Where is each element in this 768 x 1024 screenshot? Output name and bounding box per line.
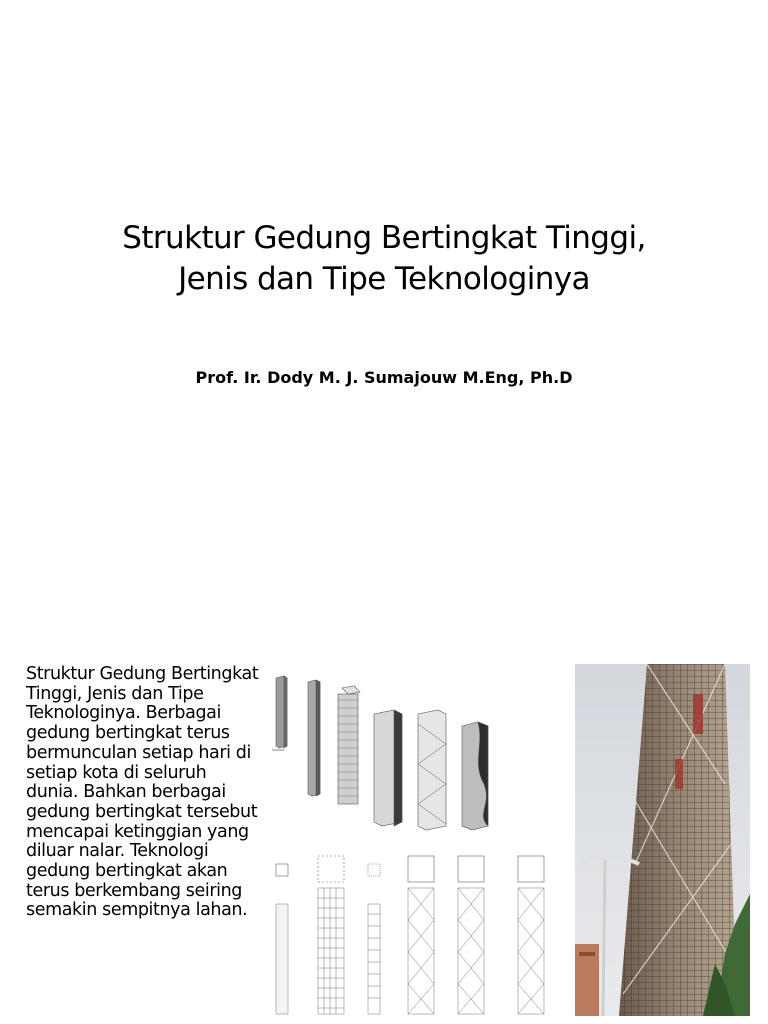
- slide-title-line-2: Jenis dan Tipe Teknologinya: [178, 261, 590, 297]
- tower-elevation-views: [276, 888, 544, 1014]
- tower-plan-views: [276, 856, 544, 882]
- slide-author: Prof. Ir. Dody M. J. Sumajouw M.Eng, Ph.D: [195, 368, 573, 387]
- slide-title: [0, 218, 768, 300]
- slide-title-line-1: Struktur Gedung Bertingkat Tinggi,: [122, 220, 646, 256]
- skyscraper-construction-photo: [575, 664, 750, 1016]
- tower-structure-diagram: [262, 664, 562, 1019]
- slide-body-text: Struktur Gedung Bertingkat Tinggi, Jenis dan Tipe Teknologinya. Berbagai gedung bertingkat terus bermunculan setiap hari di setiap kota di seluruh dunia. Bahkan berbagai gedung bertingkat tersebut mencapai ketinggian yang diluar nalar. Teknologi gedung bertingkat akan terus berkembang seiring semakin sempitnya lahan.: [26, 664, 259, 921]
- tower-3d-views: [272, 676, 488, 830]
